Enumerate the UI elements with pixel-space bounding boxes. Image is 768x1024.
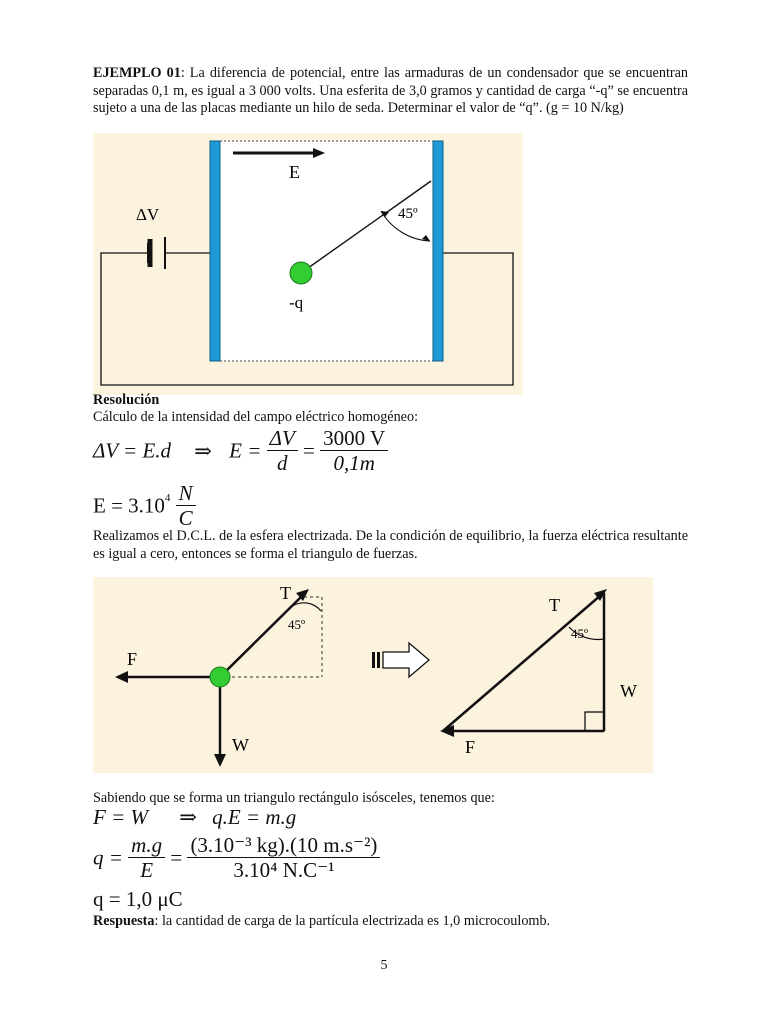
eq2-num: N bbox=[176, 481, 196, 506]
fbd-angle-label: 45º bbox=[288, 617, 306, 632]
eq1-frac2 bbox=[320, 426, 388, 475]
eq4-frac-right bbox=[187, 833, 380, 882]
paragraph-dcl: Realizamos el D.C.L. de la esfera electrizada. De la condición de equilibrio, la fuerza eléctrica resultante es igual a cero, entonces se forma el triangulo de fuerzas. bbox=[93, 528, 688, 562]
eq4-equals: = bbox=[170, 845, 183, 870]
eq1-e: E = bbox=[229, 438, 262, 463]
charged-sphere bbox=[290, 262, 312, 284]
angle-label: 45º bbox=[398, 206, 418, 222]
resolution-heading-block bbox=[93, 392, 688, 410]
capacitor-plate-left bbox=[210, 141, 220, 361]
capacitor-plate-right bbox=[433, 141, 443, 361]
resolution-heading: Resolución bbox=[93, 392, 160, 408]
page-number: 5 bbox=[380, 958, 388, 973]
eq1-arrow: ⇒ bbox=[194, 438, 212, 463]
eq2-frac bbox=[176, 481, 196, 530]
force-diagram bbox=[93, 577, 653, 773]
equation-5: q = 1,0 μC bbox=[93, 887, 183, 911]
capacitor-figure bbox=[93, 133, 523, 395]
voltage-label: ΔV bbox=[136, 205, 160, 224]
eq2-exponent: 4 bbox=[164, 491, 171, 504]
eq2-den: C bbox=[178, 506, 193, 530]
triangle-weight-label: W bbox=[620, 681, 637, 701]
example-title: EJEMPLO 01 bbox=[93, 65, 181, 81]
eq4-rden: 3.10⁴ N.C⁻¹ bbox=[233, 858, 335, 882]
eq3-b: q.E = m.g bbox=[212, 805, 297, 829]
equation-3 bbox=[93, 805, 296, 829]
eq4-frac-left bbox=[128, 833, 165, 882]
triangle-angle-label: 45º bbox=[571, 626, 589, 641]
triangle-tension-label: T bbox=[549, 595, 560, 615]
answer-line bbox=[93, 913, 688, 931]
eq1-frac1-num: ΔV bbox=[267, 426, 298, 451]
charge-label: -q bbox=[289, 293, 304, 312]
force-label: F bbox=[127, 649, 138, 669]
eq1-frac1-den: d bbox=[276, 451, 288, 475]
fbd-sphere bbox=[210, 667, 230, 687]
eq4-q: q = bbox=[93, 845, 123, 870]
paragraph-isosceles: Sabiendo que se forma un triangulo rectángulo isósceles, tenemos que: bbox=[93, 790, 495, 806]
equation-4 bbox=[93, 833, 380, 882]
eq4-num: m.g bbox=[128, 833, 165, 858]
field-label: E bbox=[289, 162, 300, 182]
equation-2 bbox=[93, 481, 196, 530]
tension-label: T bbox=[280, 583, 291, 603]
triangle-force-label: F bbox=[465, 737, 476, 757]
eq1-equals: = bbox=[303, 438, 315, 463]
eq1-frac1 bbox=[267, 426, 298, 475]
answer-label: Respuesta bbox=[93, 913, 155, 929]
eq3-arrow: ⇒ bbox=[179, 805, 197, 829]
capacitor-gap bbox=[220, 141, 433, 361]
eq1-left: ΔV = E.d bbox=[93, 438, 172, 463]
problem-statement bbox=[93, 65, 688, 118]
equation-1 bbox=[93, 426, 388, 475]
eq3-a: F = W bbox=[93, 805, 148, 829]
figure2-background bbox=[93, 577, 653, 773]
eq1-frac2-num: 3000 V bbox=[320, 426, 388, 451]
eq1-frac2-den: 0,1m bbox=[333, 451, 375, 475]
eq4-den: E bbox=[140, 858, 154, 882]
weight-label: W bbox=[232, 735, 249, 755]
answer-text: : la cantidad de carga de la partícula electrizada es 1,0 microcoulomb. bbox=[154, 913, 551, 929]
resolution-intro: Cálculo de la intensidad del campo eléctrico homogéneo: bbox=[93, 409, 419, 425]
eq2-left: E = 3.10 bbox=[93, 493, 165, 518]
problem-text: : La diferencia de potencial, entre las armaduras de un condensador que se encuentran separadas 0,1 m, es igual a 3 000 volts. Una esferita de 3,0 gramos y cantidad de carga “-q” se encuentra sujeto a una de las placas mediante un hilo de seda. Determinar el valor de “q”. (g = 10 N/kg) bbox=[93, 65, 688, 116]
eq4-rnum: (3.10⁻³ kg).(10 m.s⁻²) bbox=[187, 833, 380, 858]
